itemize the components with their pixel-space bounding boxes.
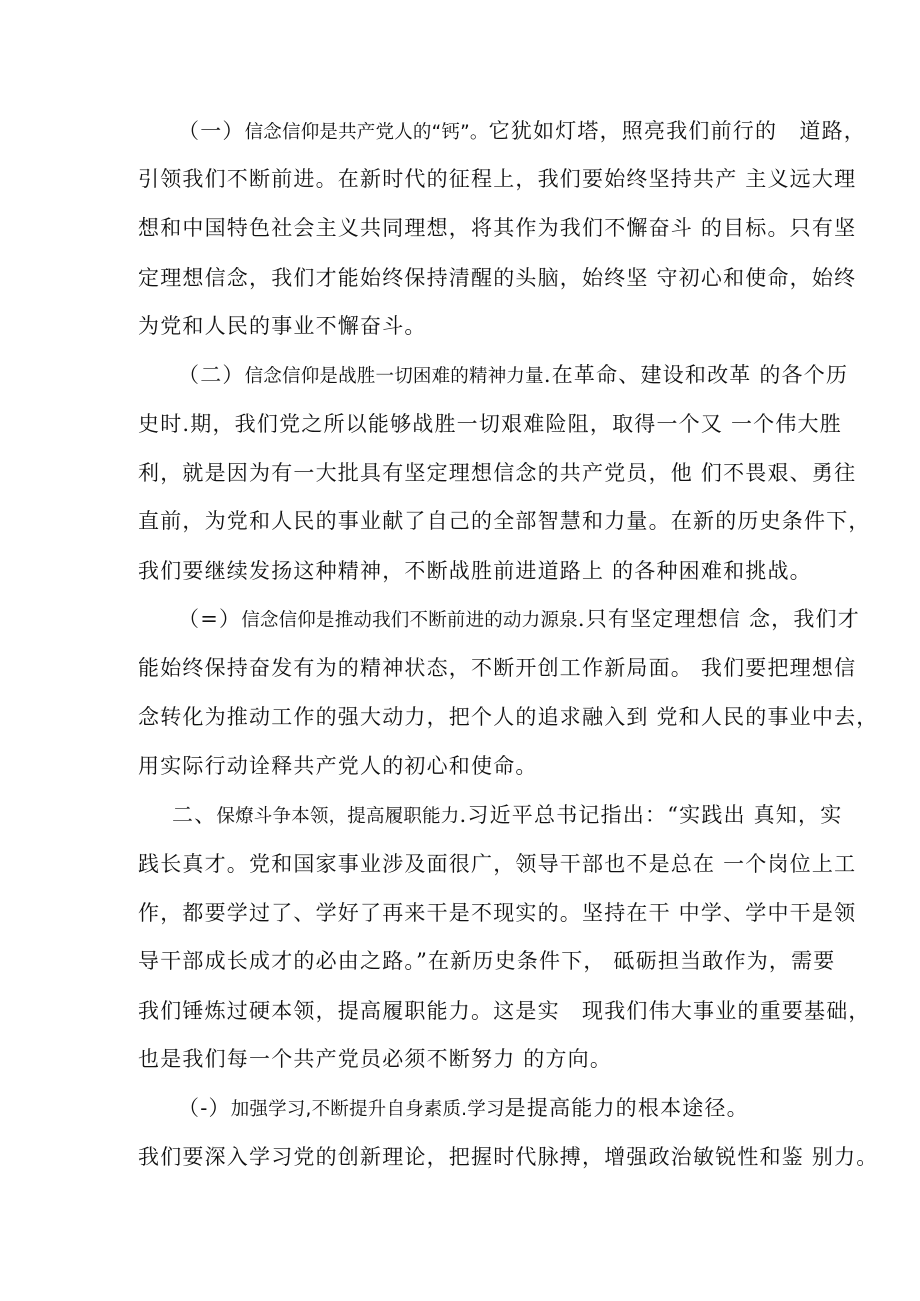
p4-line-1 — [172, 800, 843, 830]
p3-heading: 信念信仰是推动我们不断前进的动力源泉 — [241, 610, 578, 631]
p5-line-1-text: 是提高能力的根本途径。 — [504, 1096, 749, 1120]
p2-heading: 信念信仰是战胜一切困难的精神力量 — [244, 366, 544, 387]
p2-number: （二） — [178, 363, 245, 387]
p2-line-5: 我们要继续发扬这种精神，不断战胜前进道路上 的各种困难和挑战。 — [138, 559, 812, 583]
p5-line-1 — [178, 1093, 798, 1123]
p4-line-5: 我们锤炼过硬本领，提高履职能力。这是实 现我们伟大事业的重要基础， — [138, 999, 871, 1023]
p4-line-4: 导干部成长成才的必由之路。”在新历史条件下， 砥砺担当敢作为，需要 — [138, 949, 836, 973]
p4-line-3: 作，都要学过了、学好了再来干是不现实的。坚持在干 中学、学中干是领 — [138, 901, 857, 925]
p1-heading: 信念信仰是共产党人的“钙”。 — [244, 122, 489, 143]
p5-heading: 加强学习,不断提升自身素质.学习 — [230, 1099, 505, 1120]
p1-number: （一） — [178, 119, 245, 143]
p2-line-2: 史时.期，我们党之所以能够战胜一切艰难险阻，取得一个又 一个伟大胜 — [138, 412, 842, 436]
p2-line-1 — [178, 360, 849, 390]
p3-line-4: 用实际行动诠释共产党人的初心和使命。 — [138, 754, 538, 778]
p1-line-3: 想和中国特色社会主义共同理想，将其作为我们不懈奋斗 的目标。只有坚 — [138, 216, 857, 240]
p5-number: （-） — [178, 1096, 231, 1120]
p2-line-1-text: .在革命、建设和改革 的各个历 — [543, 363, 849, 387]
p3-line-2: 能始终保持奋发有为的精神状态，不断开创工作新局面。 我们要把理想信 — [138, 656, 857, 680]
p1-line-4: 定理想信念，我们才能始终保持清醒的头脑，始终坚 守初心和使命，始终 — [138, 266, 857, 290]
p2-line-4: 直前，为党和人民的事业献了自己的全部智慧和力量。在新的历史条件下， — [138, 509, 871, 533]
p3-number: （=） — [178, 607, 242, 631]
p1-line-5: 为党和人民的事业不懈奋斗。 — [138, 314, 427, 338]
p1-line-1-text: 它犹如灯塔，照亮我们前行的 道路， — [488, 119, 866, 143]
p4-heading: 保燎斗争本领，提高履职能力 — [216, 806, 460, 827]
p3-line-3: 念转化为推动工作的强大动力，把个人的追求融入到 党和人民的事业中去， — [138, 705, 879, 729]
p2-line-3: 利，就是因为有一大批具有坚定理想信念的共产党员，他 们不畏艰、勇往 — [138, 461, 857, 485]
p3-line-1 — [178, 604, 860, 634]
p1-line-2: 引领我们不断前进。在新时代的征程上，我们要始终坚持共产 主义远大理 — [138, 167, 857, 191]
p4-line-2: 践长真才。党和国家事业涉及面很广，领导干部也不是总在 一个岗位上工 — [138, 852, 857, 876]
p4-line-1-text: .习近平总书记指出：“实践出 真知，实 — [459, 803, 843, 827]
p4-number: 二、 — [172, 803, 217, 827]
p3-line-1-text: .只有坚定理想信 念，我们才 — [577, 607, 860, 631]
p4-line-6: 也是我们每一个共产党员必须不断努力 的方向。 — [138, 1047, 613, 1071]
p1-line-1 — [178, 116, 866, 146]
p5-line-2: 我们要深入学习党的创新理论，把握时代脉搏，增强政治敏锐性和鉴 别力。 — [138, 1145, 879, 1169]
